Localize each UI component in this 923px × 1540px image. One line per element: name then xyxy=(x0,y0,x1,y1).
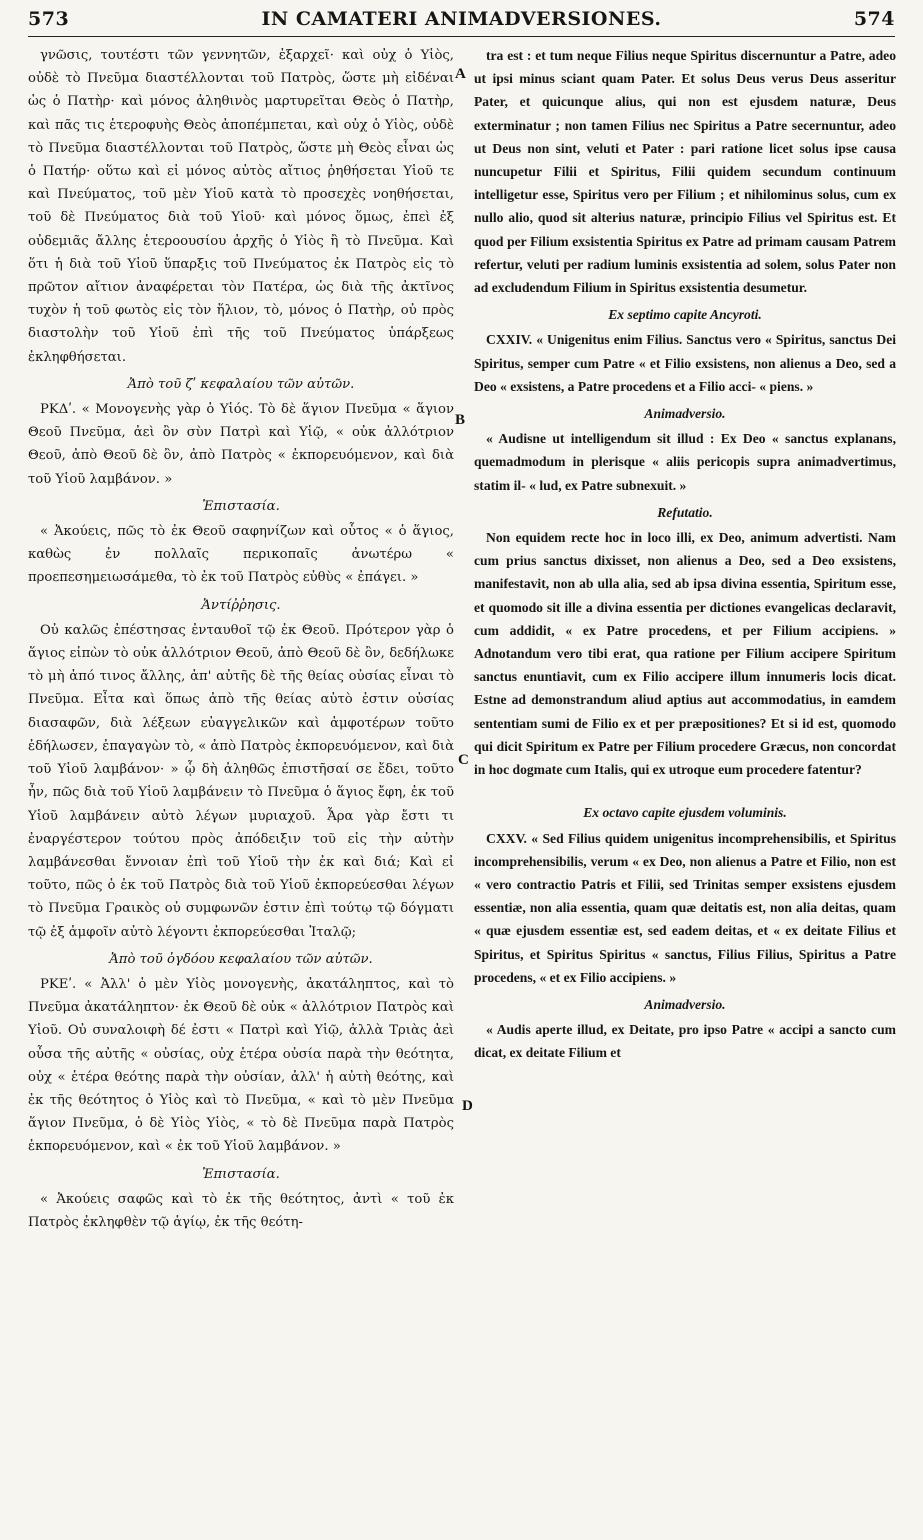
page-number-right: 574 xyxy=(853,8,895,30)
text-paragraph: CXXIV. « Unigenitus enim Filius. Sanctus vero « Spiritus, sanctus Dei Spiritus, semper cum Patre « et Filio exsistens, non alienus a Deo, sed a Deo « exsistens, a Patre procedens et a Filio acci- « piens. » xyxy=(474,332,896,394)
header-rule xyxy=(28,36,895,37)
section-heading: Ἐπιστασία. xyxy=(202,498,280,514)
section-heading: Ἐπιστασία. xyxy=(202,1166,280,1182)
greek-column xyxy=(28,44,454,1530)
latin-column xyxy=(474,44,896,1530)
section-heading: Ἀπὸ τοῦ ὀγδόου κεφαλαίου τῶν αὐτῶν. xyxy=(109,951,373,967)
text-paragraph: ΡΚΕʹ. « Ἀλλ' ὁ μὲν Υἱὸς μονογενὴς, ἀκατάληπτος, καὶ τὸ Πνεῦμα ἀκατάληπτον· ἐκ Θεοῦ δὲ οὐκ « ἀλλότριον Πατρὸς καὶ Υἱοῦ. Οὐ συναλοιφὴ δέ ἐστι « Πατρὶ καὶ Υἱῷ, ἀλλὰ Τριὰς ἀεὶ οὖσα τῆς αὐτῆς « οὐσίας, οὐχ ἑτέρα οὐσία παρὰ τὴν θεότητα, οὐχ « ἑτέρα θεότης παρὰ τὴν οὐσίαν, ἀλλ' ἡ αὐτὴ θεότης, καὶ ἐκ τῆς θεότητος ὁ Υἱὸς καὶ τὸ Πνεῦμα, « καὶ τὸ μὲν Πνεῦμα ἅγιον Πνεῦμα, ὁ δὲ Υἱὸς Υἱὸς, « τὸ δὲ Πνεῦμα παρὰ Πατρὸς ἐκπορευόμενον, καὶ « ἐκ τοῦ Υἱοῦ λαμβάνον. » xyxy=(28,976,454,1155)
text-paragraph: tra est : et tum neque Filius neque Spiritus discernuntur a Patre, adeo ut ipsi minus sciant quam Pater. Et solus Deus verus Deus asseritur Pater, et quicunque alius, qui non est ejusdem naturæ, Deus exterminatur ; non tamen Filius nec Spiritus a Patre secernuntur, adeo ut Deus non sint, veluti et Pater : pari ratione licet solus ipse causa nuncupetur Filii et Spiritus, Filii quidem secundum continuum intelligetur esse, Spiritus vero per Filium ; et nihilominus solus, cum ex nullo alio, quod sit alterius naturæ, principio Filius vel Spiritus est. Et quod per Filium exsistentia Spiritus ex Patre ad primam causam Patrem refertur, veluti per radium luminis exsistentia ad solem, solus Pater non ad excludendum Filium in Spiritus exsistentia desumetur. xyxy=(474,48,896,296)
margin-letter-a: A xyxy=(455,66,466,82)
margin-letter-c: C xyxy=(458,752,469,768)
page-number-left: 573 xyxy=(28,8,70,30)
margin-letter-d: D xyxy=(462,1098,473,1114)
section-heading: Refutatio. xyxy=(657,504,713,520)
section-gap xyxy=(474,785,896,799)
text-paragraph: ΡΚΔʹ. « Μονογενὴς γὰρ ὁ Υἱός. Τὸ δὲ ἅγιον Πνεῦμα « ἅγιον Θεοῦ Πνεῦμα, ἀεὶ ὂν σὺν Πατρὶ καὶ Υἱῷ, « οὐκ ἀλλότριον Θεοῦ, ἀπὸ Θεοῦ δὲ ὂν, ἀπὸ Πατρὸς « ἐκπορευόμενον, καὶ διὰ τοῦ Υἱοῦ λαμβάνον. » xyxy=(28,402,454,487)
margin-letter-b: B xyxy=(455,412,466,428)
text-paragraph: « Audis aperte illud, ex Deitate, pro ipso Patre « accipi a sancto cum dicat, ex deitate Filium et xyxy=(474,1022,896,1061)
section-heading: Ἀντίῤῥησις. xyxy=(201,597,281,613)
text-paragraph: « Ἀκούεις, πῶς τὸ ἐκ Θεοῦ σαφηνίζων καὶ οὗτος « ὁ ἅγιος, καθὼς ἐν πολλαῖς περικοπαῖς ἀνωτέρω « προεπεσημειωσάμεθα, τὸ ἐκ τοῦ Πατρὸς εὐθὺς « ἐπάγει. » xyxy=(28,524,454,586)
text-paragraph: « Audisne ut intelligendum sit illud : Ex Deo « sanctus explanans, quemadmodum in plerisque « aliis pericopis supra animadvertimus, statim il- « lud, ex Patre subnexuit. » xyxy=(474,431,896,493)
text-paragraph: CXXV. « Sed Filius quidem unigenitus incomprehensibilis, et Spiritus incomprehensibilis, verum « ex Deo, non alienus a Patre et Filio, non est « vero contractio Patris et Filii, sed Trinitas semper exsistens ejusdem essentiæ, non alia essentia, quam quæ deitatis est, non alia deitas, quam « quæ ejusdem essentiæ est, sed eadem deitas, et « ex deitate Filius et Spiritus, et Spiritus Spiritus « sanctus, Filius Filius, Spiritus a Patre procedens, « et ex Filio accipiens. » xyxy=(474,830,896,985)
running-title: IN CAMATERI ANIMADVERSIONES. xyxy=(261,8,662,30)
section-heading: Ex octavo capite ejusdem voluminis. xyxy=(583,805,787,821)
section-heading: Ex septimo capite Ancyroti. xyxy=(608,307,762,323)
section-heading: Animadversio. xyxy=(644,406,726,422)
section-heading: Ἀπὸ τοῦ ζʹ κεφαλαίου τῶν αὐτῶν. xyxy=(127,376,355,392)
section-heading: Animadversio. xyxy=(644,996,726,1012)
text-paragraph: γνῶσις, τουτέστι τῶν γεννητῶν, ἐξαρχεῖ· καὶ οὐχ ὁ Υἱὸς, οὐδὲ τὸ Πνεῦμα διαστέλλονται τοῦ Πατρὸς, ὥστε μὴ εἰδέναι ὡς ὁ Πατὴρ· καὶ μόνος ἀληθινὸς μαρτυρεῖται Θεὸς ὁ Πατὴρ, καὶ πᾶς τις ἑτεροφυὴς Θεὸς ἀποπέμπεται, καὶ οὐχ ὁ Υἱὸς, οὐδὲ τὸ Πνεῦμα διαστέλλονται τοῦ Πατρὸς, ὥστε μὴ Θεὸς εἶναι ὡς ὁ Πατήρ· οὕτω καὶ εἰ μόνος αὐτὸς αἴτιος ῥηθήσεται Υἱοῦ τε καὶ Πνεύματος, τοῦ μὲν Υἱοῦ κατὰ τὸ προσεχὲς νοηθήσεται, τοῦ δὲ Πνεύματος διὰ τοῦ Υἱοῦ· καὶ μόνος ὅμως, ἐπεὶ ἐξ οὐδεμιᾶς ἄλλης ἑτεροουσίου ἀρχῆς ὁ Υἱὸς ἢ τὸ Πνεῦμα. Καὶ ὅτι ἡ διὰ τοῦ Υἱοῦ ὕπαρξις τοῦ Πνεύματος ἐκ Πατρὸς εἰς τὸ πρῶτον αἴτιον ἀναφέρεται τὸν Πατέρα, ὡς διὰ τῆς ἀκτῖνος τυχὸν ἡ τοῦ φωτὸς εἰς τὸν ἥλιον, τὸ, μόνος ὁ Πατὴρ, οὐ πρὸς διαστολὴν τοῦ Υἱοῦ ἐπὶ τῆς τοῦ Πνεύματος ὑπάρξεως ἐκληφθήσεται. xyxy=(28,48,454,365)
text-paragraph: Οὐ καλῶς ἐπέστησας ἐνταυθοῖ τῷ ἐκ Θεοῦ. Πρότερον γὰρ ὁ ἅγιος εἰπὼν τὸ οὐκ ἀλλότριον Θεοῦ, ἀπὸ Θεοῦ δὲ ὂν, δεδήλωκε τὸ μὴ ἀπό τινος ἄλλης, ἀπ' αὐτῆς δὲ τῆς θείας οὐσίας εἶναι τὸ Πνεῦμα. Εἶτα καὶ ὅπως ἀπὸ τῆς θείας αὐτὸ ἐστιν οὐσίας διασαφῶν, διὰ λέξεων εὐαγγελικῶν καὶ ἀμφοτέρων τοῦτο ἐδήλωσεν, ἐπαγαγὼν τὸ, « ἀπὸ Πατρὸς ἐκπορευόμενον, καὶ διὰ τοῦ Υἱοῦ λαμβάνον· » ᾧ δὴ ἀληθῶς ἐπιστῆσαί σε ἔδει, τοῦτο ἦν, πῶς διὰ τοῦ Υἱοῦ λαμβάνειν τὸ Πνεῦμα ὁ ἅγιος ἔφη, ἐκ τοῦ Υἱοῦ λαμβάνειν αὐτὸ λέγων μυριαχοῦ. Ἆρα γὰρ ἔστι τι ἐναργέστερον τούτου πρὸς ἀπόδειξιν τοῦ εἰς τὴν αὐτὴν λαμβάνεσθαι ἔννοιαν ἐπὶ τοῦ Υἱοῦ τὴν ἐκ καὶ διά; Καὶ εἰ τοῦτο, πῶς ὁ ἐκ τοῦ Πατρὸς διὰ τοῦ Υἱοῦ ἐκπορεύεσθαι λέγων τὸ Πνεῦμα Γραικὸς οὐ συμφωνῶν ἐστιν ἐπὶ τούτῳ τῷ δόγματι τῷ ἐξ ἀμφοῖν αὐτὸ λέγοντι ἐκπορεύεσθαι Ἰταλῷ; xyxy=(28,622,454,940)
text-paragraph: « Ἀκούεις σαφῶς καὶ τὸ ἐκ τῆς θεότητος, ἀντὶ « τοῦ ἐκ Πατρὸς ἐκληφθὲν τῷ ἁγίῳ, ἐκ τῆς θεότη- xyxy=(28,1191,454,1230)
text-paragraph: Non equidem recte hoc in loco illi, ex Deo, animum advertisti. Nam cum prius sanctus dixisset, non alienus a Deo, sed a Deo exsistens, manifestavit, non ab ulla alia, sed ab ipsa divina essentia, Spiritum esse, et quomodo sit ille a divina essentia per dictiones evangelicas declaravit, cum addidit, « ex Patre procedens, et per Filium accipiens. » Adnotandum vero tibi erat, qua ratione per Filium accipere Spiritum sanctus enuntiavit, cum ex Filio accipere illum innumeris locis dicat. Estne ad demonstrandum aliud aptius aut accommodatius, in eamdem sententiam sumi de Filio ex et per præpositiones? Et si id est, quomodo qui dicit Spiritum ex Patre per Filium procedere Græcus, non concordat in hoc dogmate cum Italis, qui ex utroque eum procedere fatentur? xyxy=(474,530,896,778)
